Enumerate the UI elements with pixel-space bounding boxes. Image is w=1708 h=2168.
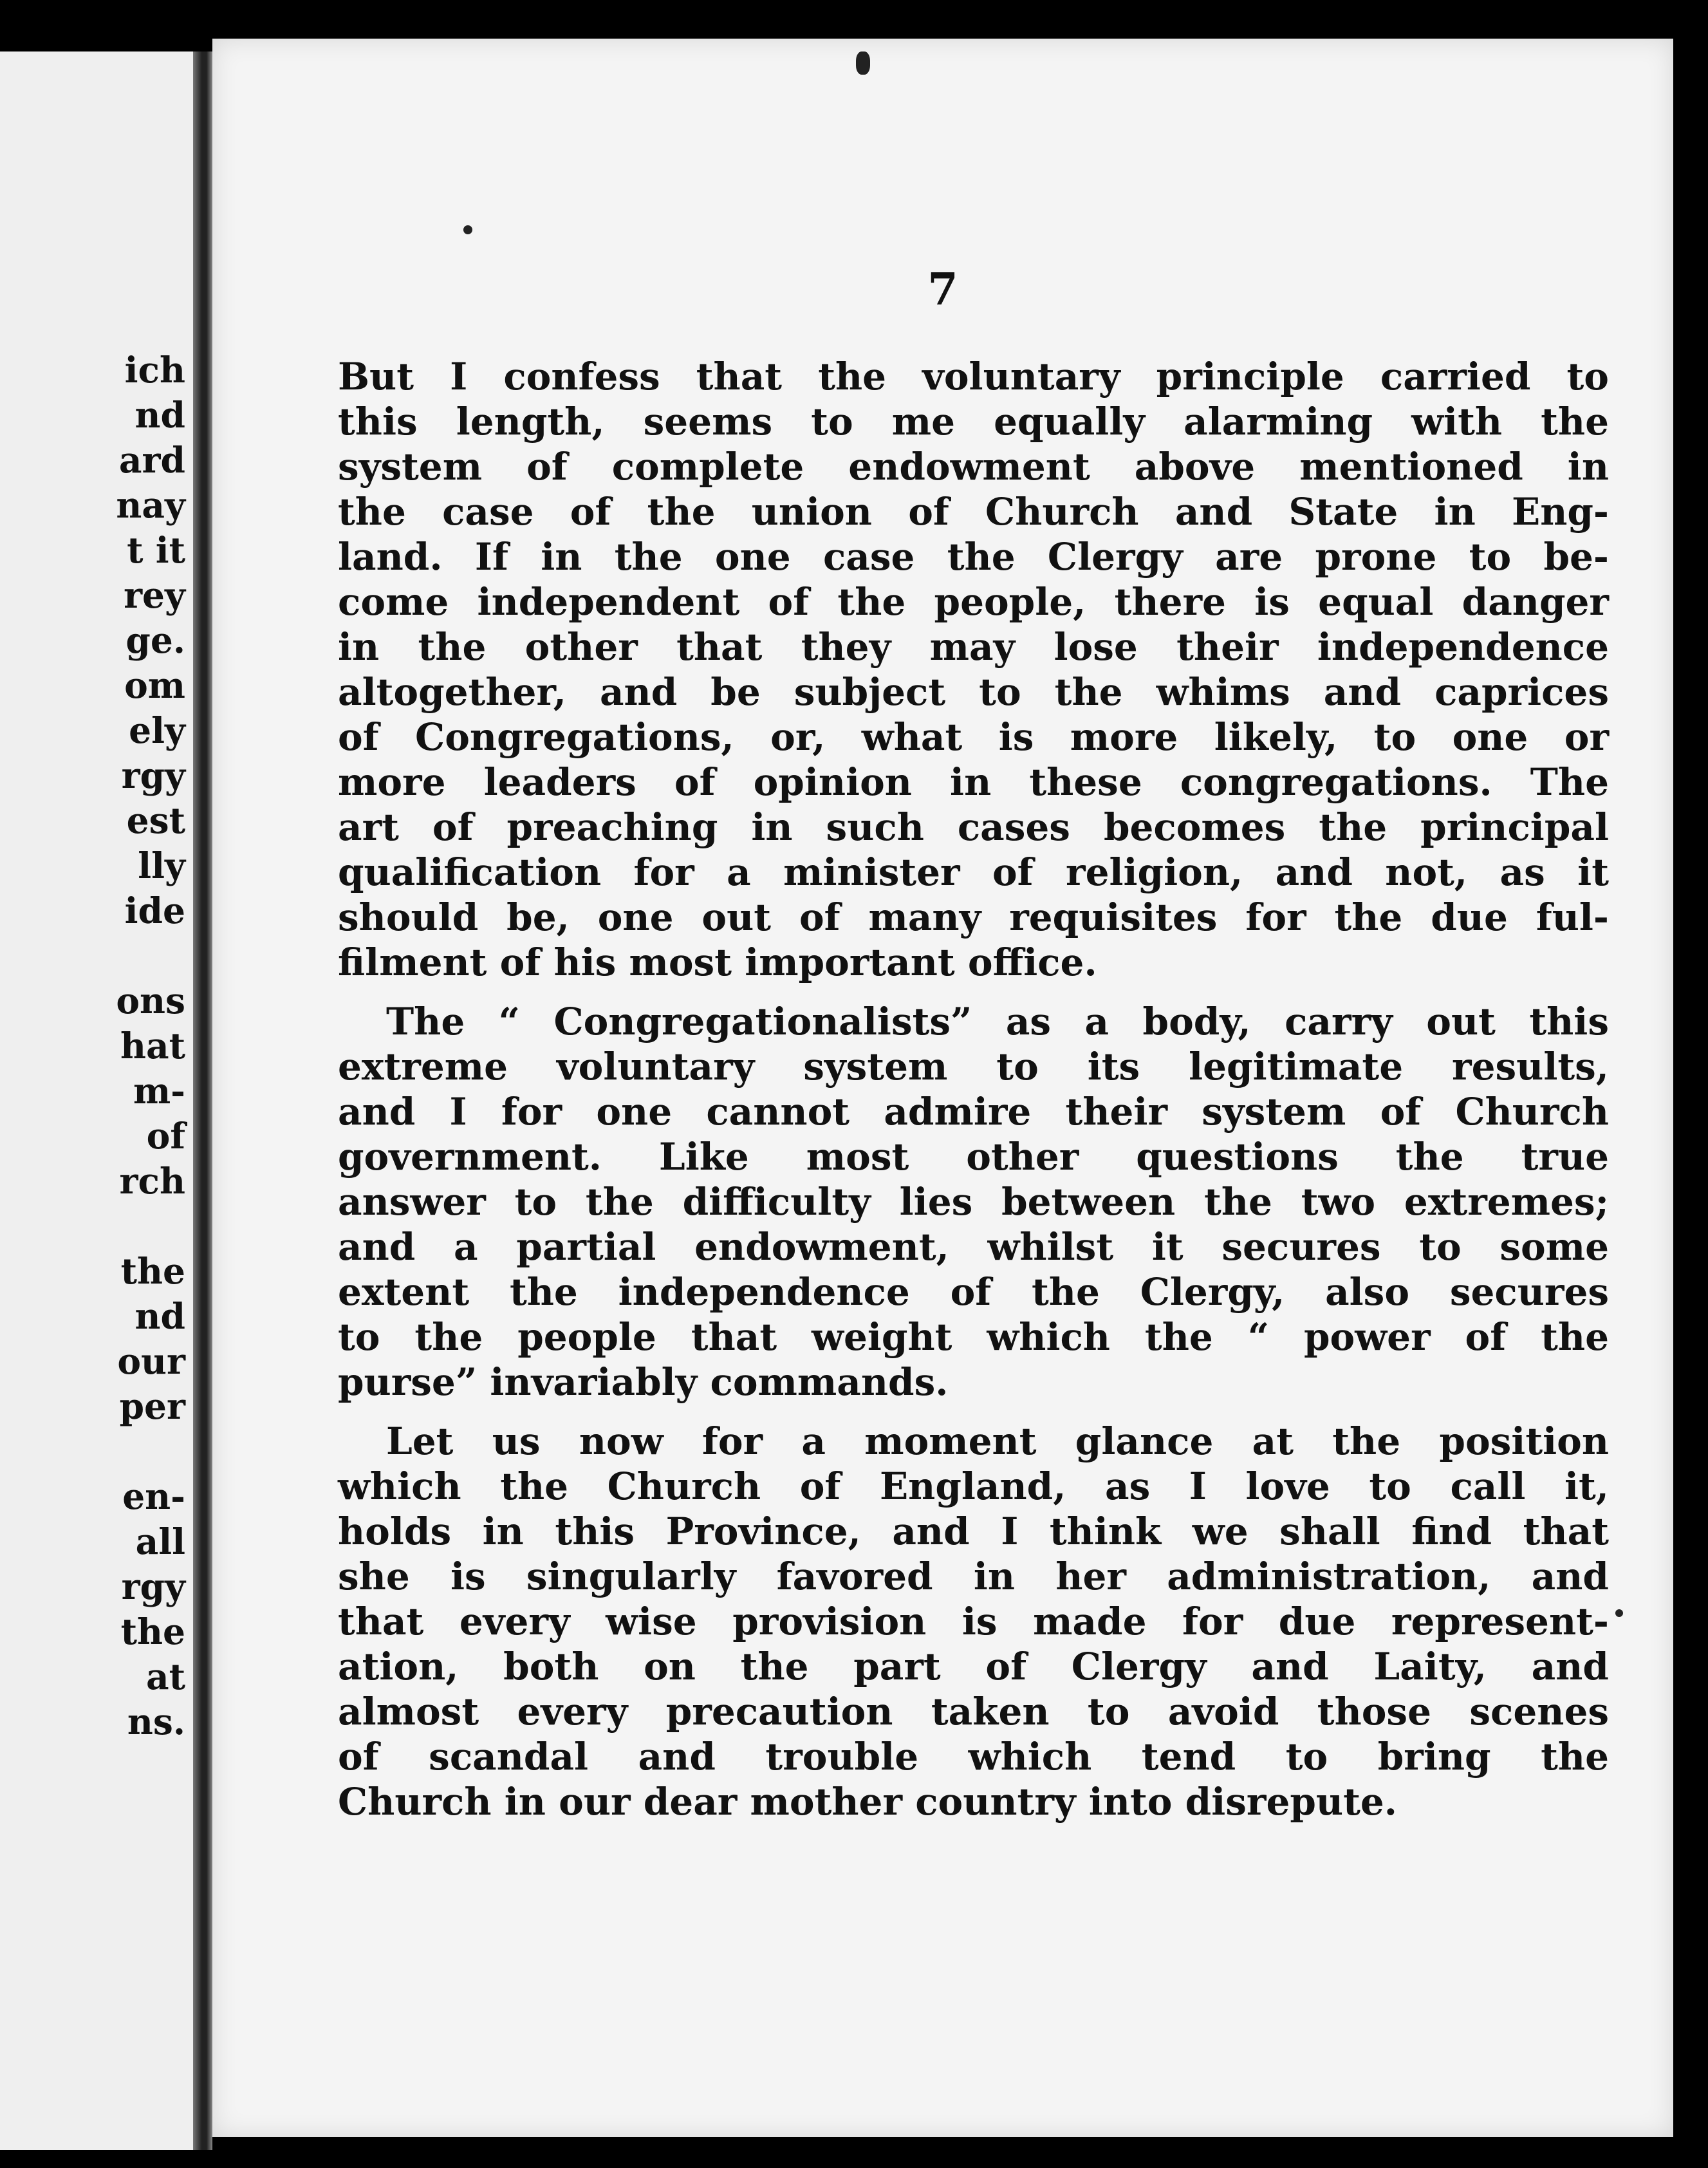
text-line: system of complete endowment above mentioned in <box>338 445 1609 489</box>
text-line: and a partial endowment, whilst it secures to some <box>338 1225 1609 1269</box>
text-line: should be, one out of many requisites for the due ful- <box>338 895 1609 939</box>
facing-line: the <box>120 1250 185 1292</box>
text-line: land. If in the one case the Clergy are prone to be- <box>338 535 1609 579</box>
facing-line: nay <box>116 484 185 526</box>
text-line: qualification for a minister of religion, and not, as it <box>338 850 1609 894</box>
ink-speck <box>1615 1609 1623 1617</box>
text-line: which the Church of England, as I love to call it, <box>338 1464 1609 1508</box>
text-line: she is singularly favored in her administration, and <box>338 1555 1609 1598</box>
facing-line: om <box>124 664 185 706</box>
text-line: come independent of the people, there is equal danger <box>338 580 1609 624</box>
facing-line: ide <box>124 890 185 931</box>
text-line: altogether, and be subject to the whims and caprices <box>338 670 1609 714</box>
text-line: holds in this Province, and I think we shall find that <box>338 1509 1609 1553</box>
text-line: Let us now for a moment glance at the position <box>386 1419 1609 1463</box>
ink-speck <box>856 51 870 75</box>
facing-line: of <box>146 1115 185 1157</box>
facing-line: ely <box>129 709 185 751</box>
facing-line: est <box>126 799 185 841</box>
facing-gap <box>116 1429 185 1474</box>
text-line: of Congregations, or, what is more likely, to one or <box>338 715 1609 759</box>
facing-line: hat <box>120 1025 185 1067</box>
text-line: ation, both on the part of Clergy and Laity, and <box>338 1645 1609 1688</box>
facing-gap <box>116 1204 185 1249</box>
facing-line: the <box>120 1611 185 1652</box>
facing-line: all <box>135 1520 185 1562</box>
facing-line: rgy <box>121 754 185 796</box>
paragraph-2 <box>338 999 1609 1405</box>
text-line: art of preaching in such cases becomes the principal <box>338 805 1609 849</box>
text-line: The “ Congregationalists” as a body, carry out this <box>386 1000 1609 1043</box>
book-gutter <box>193 51 212 2150</box>
facing-line: ons <box>116 980 185 1022</box>
text-line: answer to the difficulty lies between the two extremes; <box>338 1180 1609 1224</box>
text-line: this length, seems to me equally alarming with the <box>338 400 1609 444</box>
text-line: filment of his most important office. <box>338 940 1097 984</box>
text-line: But I confess that the voluntary principle carried to <box>338 355 1609 398</box>
text-line: to the people that weight which the “ power of the <box>338 1315 1609 1359</box>
ink-speck <box>463 225 472 234</box>
text-line: almost every precaution taken to avoid those scenes <box>338 1690 1609 1733</box>
paragraph-1 <box>338 354 1609 985</box>
text-line: extreme voluntary system to its legitimate results, <box>338 1045 1609 1089</box>
text-line: that every wise provision is made for due represent- <box>338 1600 1609 1643</box>
facing-page-text <box>116 348 185 1744</box>
body-text <box>338 354 1609 1838</box>
text-line: of scandal and trouble which tend to bring the <box>338 1735 1609 1779</box>
facing-line: rch <box>119 1160 185 1202</box>
facing-line: at <box>145 1656 185 1697</box>
facing-gap <box>116 933 185 978</box>
facing-line: t it <box>127 529 185 571</box>
facing-line: our <box>117 1340 185 1382</box>
facing-line: ich <box>124 349 185 391</box>
text-line: and I for one cannot admire their system of Church <box>338 1090 1609 1134</box>
facing-line: en- <box>122 1475 185 1517</box>
facing-line: lly <box>138 845 185 886</box>
text-line: extent the independence of the Clergy, also secures <box>338 1270 1609 1314</box>
text-line: the case of the union of Church and State in Eng- <box>338 490 1609 534</box>
facing-line: m- <box>133 1070 185 1112</box>
text-line: government. Like most other questions the true <box>338 1135 1609 1179</box>
facing-line: ns. <box>127 1701 185 1743</box>
page-number: 7 <box>927 264 958 315</box>
text-line: purse” invariably commands. <box>338 1360 949 1404</box>
facing-line: nd <box>135 394 185 436</box>
facing-line: rey <box>124 574 185 616</box>
facing-line: ge. <box>125 619 185 661</box>
paragraph-3 <box>338 1419 1609 1824</box>
facing-line: nd <box>135 1295 185 1337</box>
facing-line: per <box>119 1385 185 1427</box>
text-line: in the other that they may lose their independence <box>338 625 1609 669</box>
text-line: Church in our dear mother country into disrepute. <box>338 1780 1397 1824</box>
facing-line: ard <box>118 439 185 481</box>
document-page <box>212 39 1673 2137</box>
facing-line: rgy <box>121 1565 185 1607</box>
facing-page-fragment <box>0 51 193 2150</box>
text-line: more leaders of opinion in these congregations. The <box>338 760 1609 804</box>
